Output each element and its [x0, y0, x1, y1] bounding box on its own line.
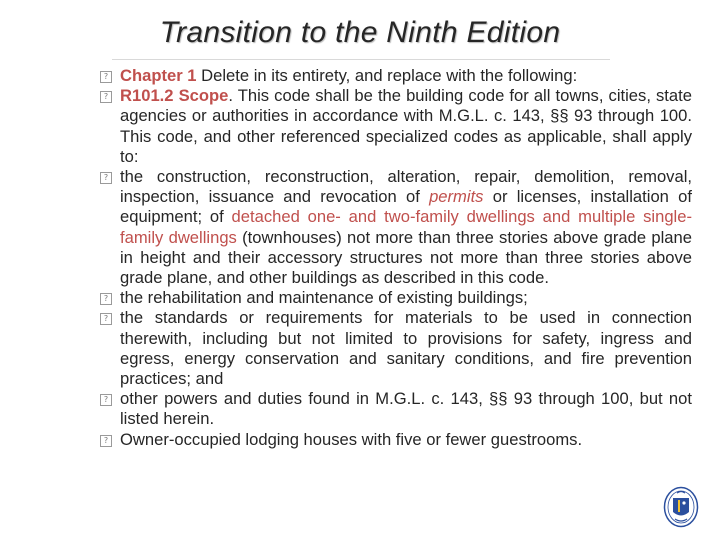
list-item [100, 308, 692, 389]
item-text: the rehabilitation and maintenance of existing buildings; [120, 288, 528, 308]
title-divider [112, 59, 610, 60]
massachusetts-seal-icon [663, 486, 699, 528]
dwelling-types: detached one- and two-family dwellings and multiple single-family dwellings [120, 207, 692, 247]
section-label: R101.2 Scope [120, 86, 229, 106]
bullet-icon: ? [100, 91, 112, 103]
item-text: . This code shall be the building code for all towns, cities, state agencies or authorities in accordance with M.G.L. c. 143, §§ 93 through 100. This code, and other referenced specialized codes as applicable, shall apply to: [120, 86, 692, 166]
list-item [100, 86, 692, 167]
list-item [100, 288, 692, 308]
list-item [100, 389, 692, 429]
permits-term: permits [429, 187, 484, 207]
list-item [100, 430, 692, 450]
bullet-icon: ? [100, 293, 112, 305]
item-text: Delete in its entirety, and replace with the following: [196, 66, 578, 85]
bullet-icon: ? [100, 71, 112, 83]
item-text: other powers and duties found in M.G.L. c. 143, §§ 93 through 100, but not listed herein. [120, 389, 692, 429]
list-item [100, 66, 692, 86]
bullet-icon: ? [100, 172, 112, 184]
bullet-icon: ? [100, 394, 112, 406]
slide-title: Transition to the Ninth Edition [159, 16, 561, 49]
item-text: the standards or requirements for materials to be used in connection therewith, including but not limited to provisions for safety, ingress and egress, energy conservation and sanitary conditions, and fire prevention practices; and [120, 308, 692, 389]
item-text: the construction, reconstruction, alteration, repair, demolition, removal, inspection, issuance and revocation of [120, 167, 692, 207]
bullet-icon: ? [100, 313, 112, 325]
item-text: or licenses, installation of equipment; of [120, 187, 692, 227]
list-item [100, 167, 692, 288]
chapter-label: Chapter 1 [120, 66, 197, 85]
item-text: Owner-occupied lodging houses with five or fewer guestrooms. [120, 429, 583, 449]
item-text: (townhouses) not more than three stories above grade plane in height and their accessory structures not more than three stories above grade plane, and other buildings as described in this code. [120, 227, 692, 288]
bullet-icon: ? [100, 435, 112, 447]
bullet-list [100, 66, 692, 450]
